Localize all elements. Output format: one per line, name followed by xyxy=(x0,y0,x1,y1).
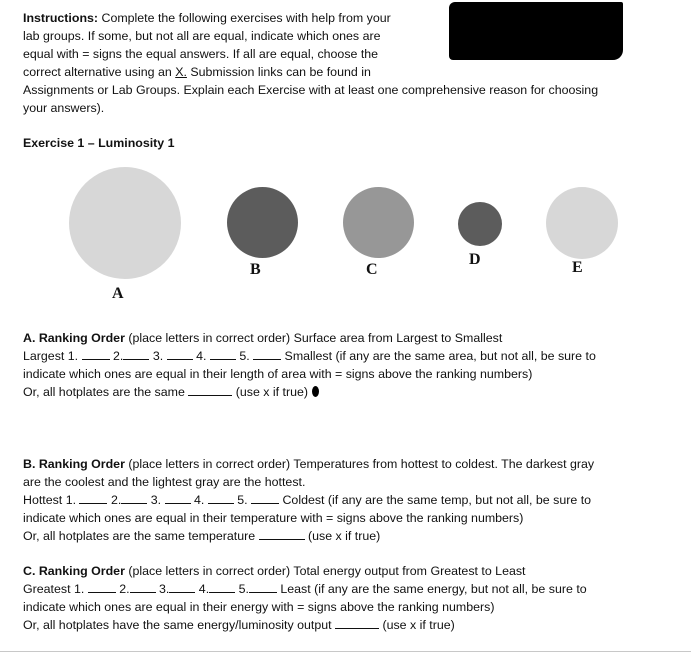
section-b-line-4: indicate which ones are equal in their temperature with = signs above the ranking numbers) xyxy=(23,511,524,525)
rank-1-blank[interactable] xyxy=(82,347,110,360)
rank-5-label: 5. xyxy=(239,349,250,363)
hotplate-c xyxy=(343,187,414,258)
all-same-blank[interactable] xyxy=(259,527,305,540)
section-a-line-3: indicate which ones are equal in their length of area with = signs above the ranking numbers) xyxy=(23,367,533,381)
all-same-blank[interactable] xyxy=(335,616,379,629)
section-b xyxy=(23,455,594,545)
section-b-line-5a: Or, all hotplates are the same temperature xyxy=(23,529,259,543)
hotplate-label-e: E xyxy=(572,259,583,276)
section-b-line-1: (place letters in correct order) Temperatures from hottest to coldest. The darkest gray xyxy=(124,457,595,471)
rank-2-label: 2. xyxy=(113,349,124,363)
hotplate-d xyxy=(458,202,502,246)
section-c-line-3: indicate which ones are equal in their energy with = signs above the ranking numbers) xyxy=(23,600,495,614)
hotplate-label-d: D xyxy=(469,251,481,268)
section-a xyxy=(23,329,596,401)
rank-5-label: 5. xyxy=(237,493,248,507)
section-c-line-1: (place letters in correct order) Total energy output from Greatest to Least xyxy=(124,564,526,578)
rank-2-blank[interactable] xyxy=(121,491,147,504)
rank-start-label: Largest 1. xyxy=(23,349,79,363)
hotplate-label-a: A xyxy=(112,285,124,302)
cursor-mark xyxy=(312,386,319,397)
rank-3-label: 3. xyxy=(152,349,164,363)
instructions-line-2: lab groups. If some, but not all are equal, indicate which ones are xyxy=(23,29,381,43)
exercise-title: Exercise 1 – Luminosity 1 xyxy=(23,136,175,150)
rank-5-blank[interactable] xyxy=(253,347,281,360)
page-bottom-rule xyxy=(0,651,691,652)
rank-5-blank[interactable] xyxy=(251,491,279,504)
rank-3-label: 3. xyxy=(159,582,170,596)
section-b-line-5b: (use x if true) xyxy=(304,529,381,543)
rank-3-blank[interactable] xyxy=(167,347,193,360)
section-a-line-4b: (use x if true) xyxy=(232,385,309,399)
rank-1-blank[interactable] xyxy=(79,491,107,504)
section-c-line-4b: (use x if true) xyxy=(379,618,455,632)
rank-end-label: Smallest (if any are the same area, but not all, be sure to xyxy=(281,349,596,363)
rank-4-label: 4. xyxy=(193,493,205,507)
section-c xyxy=(23,562,587,634)
rank-start-label: Greatest 1. xyxy=(23,582,85,596)
section-b-ranking-row xyxy=(23,491,594,509)
hotplate-a xyxy=(69,167,181,279)
instructions-x: X. xyxy=(175,65,187,79)
hotplate-e xyxy=(546,187,618,259)
section-a-ranking-row xyxy=(23,347,596,365)
instructions-line-4b: Submission links can be found in xyxy=(186,65,371,79)
hotplate-b xyxy=(227,187,298,258)
section-a-heading: A. Ranking Order xyxy=(23,331,125,345)
section-c-heading: C. Ranking Order xyxy=(23,564,125,578)
rank-end-label: Least (if any are the same energy, but not all, be sure to xyxy=(276,582,587,596)
rank-4-blank[interactable] xyxy=(210,347,236,360)
rank-1-blank[interactable] xyxy=(88,580,116,593)
rank-4-label: 4. xyxy=(196,349,207,363)
section-a-line-1: (place letters in correct order) Surface area from Largest to Smallest xyxy=(124,331,503,345)
rank-4-blank[interactable] xyxy=(208,491,234,504)
hotplate-label-c: C xyxy=(366,261,378,278)
rank-2-label: 2. xyxy=(119,582,130,596)
instructions-label: Instructions: xyxy=(23,11,99,25)
rank-5-blank[interactable] xyxy=(249,580,277,593)
instructions-line-1: Complete the following exercises with help from your xyxy=(98,11,391,25)
rank-end-label: Coldest (if any are the same temp, but not all, be sure to xyxy=(279,493,592,507)
rank-2-blank[interactable] xyxy=(123,347,149,360)
rank-4-label: 4. xyxy=(198,582,210,596)
instructions-line-3: equal with = signs the equal answers. If all are equal, choose the xyxy=(23,47,379,61)
rank-start-label: Hottest 1. xyxy=(23,493,77,507)
hotplate-label-b: B xyxy=(250,261,261,278)
all-same-blank[interactable] xyxy=(188,383,232,396)
rank-2-blank[interactable] xyxy=(130,580,156,593)
section-b-heading: B. Ranking Order xyxy=(23,457,125,471)
rank-4-blank[interactable] xyxy=(209,580,235,593)
section-c-line-4a: Or, all hotplates have the same energy/luminosity output xyxy=(23,618,336,632)
section-c-ranking-row xyxy=(23,580,587,598)
instructions xyxy=(23,9,598,117)
rank-2-label: 2. xyxy=(110,493,122,507)
instructions-line-5: Assignments or Lab Groups. Explain each Exercise with at least one comprehensive reason for choosing xyxy=(23,83,599,97)
rank-3-blank[interactable] xyxy=(165,491,191,504)
rank-3-label: 3. xyxy=(150,493,162,507)
rank-3-blank[interactable] xyxy=(169,580,195,593)
section-b-line-2: are the coolest and the lightest gray are the hottest. xyxy=(23,475,306,489)
rank-5-label: 5. xyxy=(238,582,249,596)
instructions-line-6: your answers). xyxy=(23,101,105,115)
instructions-line-4a: correct alternative using an xyxy=(23,65,176,79)
section-a-line-4a: Or, all hotplates are the same xyxy=(23,385,189,399)
